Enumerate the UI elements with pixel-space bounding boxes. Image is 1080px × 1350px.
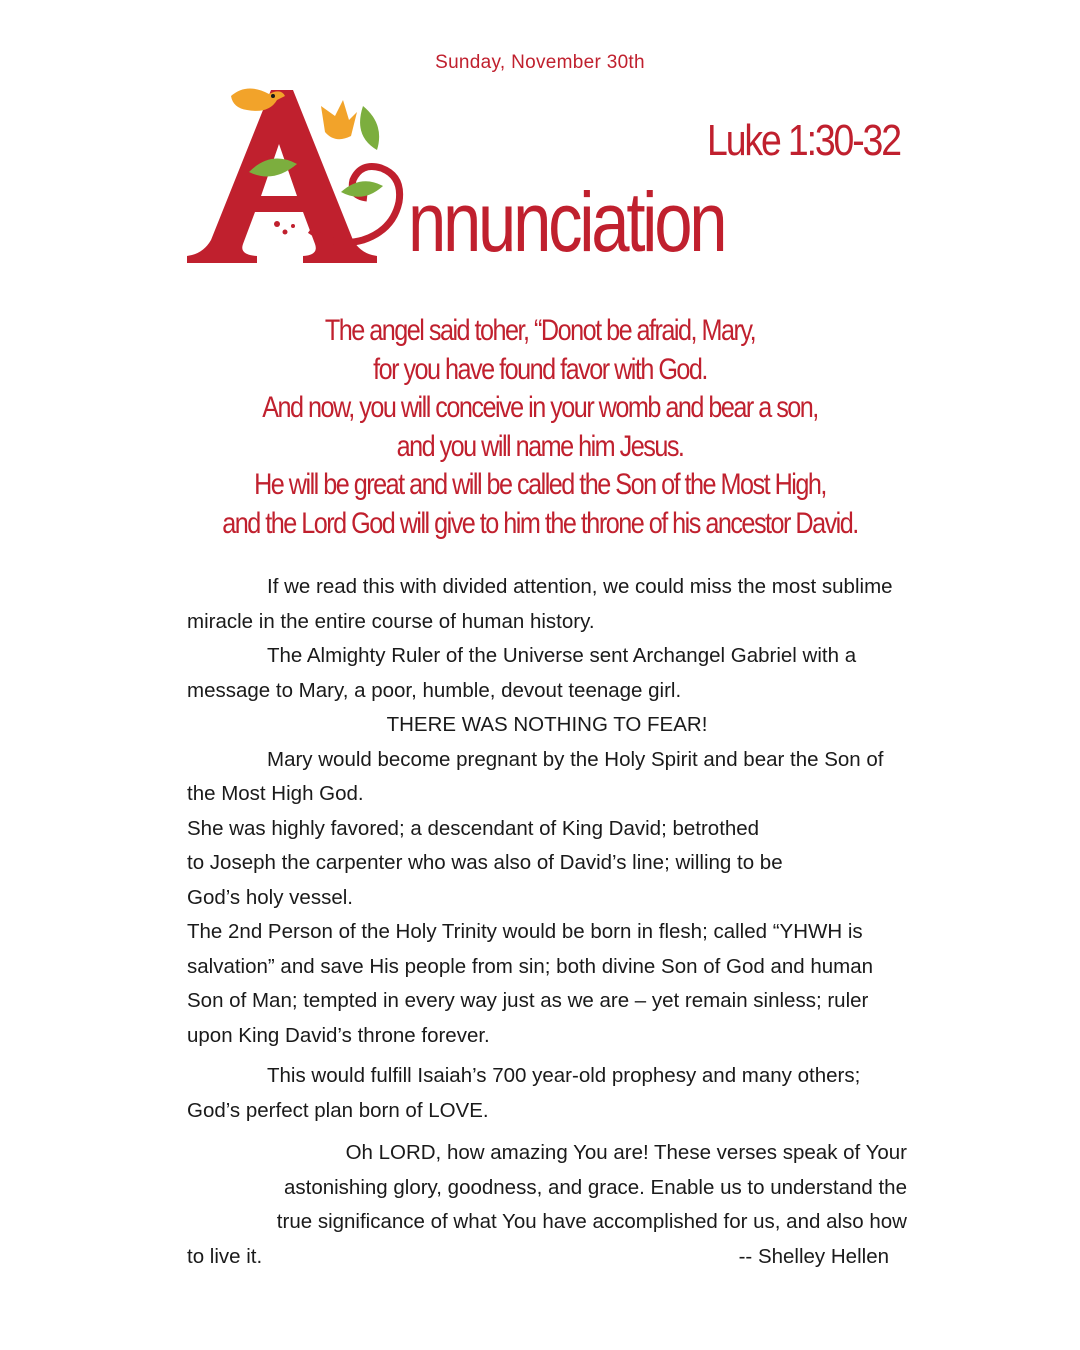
prayer-line: true significance of what You have accomplished for us, and also how <box>276 1210 907 1233</box>
illuminated-initial-a <box>185 80 425 270</box>
dot-ornament <box>274 221 280 227</box>
prayer-line: Oh LORD, how amazing You are! These verses speak of Your <box>345 1141 907 1164</box>
dot-ornament <box>283 230 288 235</box>
dot-ornament <box>291 224 295 228</box>
emphasis-line: THERE WAS NOTHING TO FEAR! <box>386 713 708 736</box>
reflection-paragraph: If we read this with divided attention, we could miss the most sublime miracle in the entire course of human history. <box>187 575 893 633</box>
bird-eye-icon <box>271 94 275 98</box>
reflection-line: God’s holy vessel. <box>187 885 353 909</box>
reflection-paragraph: This would fulfill Isaiah’s 700 year-old prophesy and many others; God’s perfect plan born of LOVE. <box>187 1064 861 1122</box>
reflection-line: She was highly favored; a descendant of King David; betrothed <box>187 816 760 840</box>
scripture-line: The angel said toher, “Donot be afraid, Mary, <box>324 314 756 347</box>
page-title: nnunciation <box>408 175 725 269</box>
scripture-line: and you will name him Jesus. <box>396 429 684 463</box>
flower-icon <box>321 100 357 139</box>
prayer-signoff <box>187 1240 889 1275</box>
scripture-quote <box>90 312 990 543</box>
scripture-line: for you have found favor with God. <box>373 352 707 386</box>
date-line: Sunday, November 30th <box>435 52 645 73</box>
leaf-top-icon <box>360 106 379 150</box>
author-name: -- Shelley Hellen <box>738 1244 889 1268</box>
prayer-text <box>187 1136 907 1274</box>
reflection-text <box>187 570 907 1128</box>
scripture-line: and the Lord God will give to him the throne of his ancestor David. <box>222 506 858 540</box>
reflection-line: to Joseph the carpenter who was also of David’s line; willing to be <box>187 851 783 874</box>
scripture-reference: Luke 1:30-32 <box>707 116 900 165</box>
initial-letter-a-shape <box>187 90 377 263</box>
prayer-line: astonishing glory, goodness, and grace. Enable us to understand the <box>283 1175 907 1199</box>
reflection-paragraph: The Almighty Ruler of the Universe sent Archangel Gabriel with a message to Mary, a poor, humble, devout teenage girl. <box>187 644 857 702</box>
scripture-line: And now, you will conceive in your womb and bear a son, <box>262 391 818 424</box>
scripture-line: He will be great and will be called the Son of the Most High, <box>254 468 826 501</box>
reflection-paragraph: Mary would become pregnant by the Holy Spirit and bear the Son of the Most High God. <box>187 747 884 805</box>
leaf-right-icon <box>341 181 383 197</box>
reflection-paragraph: The 2nd Person of the Holy Trinity would be born in flesh; called “YHWH is salvation” and save His people from sin; both divine Son of God and human Son of Man; tempted in every way just as we are – yet remain sinless; ruler upon King David’s throne forever. <box>187 920 874 1047</box>
prayer-line: to live it. <box>187 1244 263 1268</box>
